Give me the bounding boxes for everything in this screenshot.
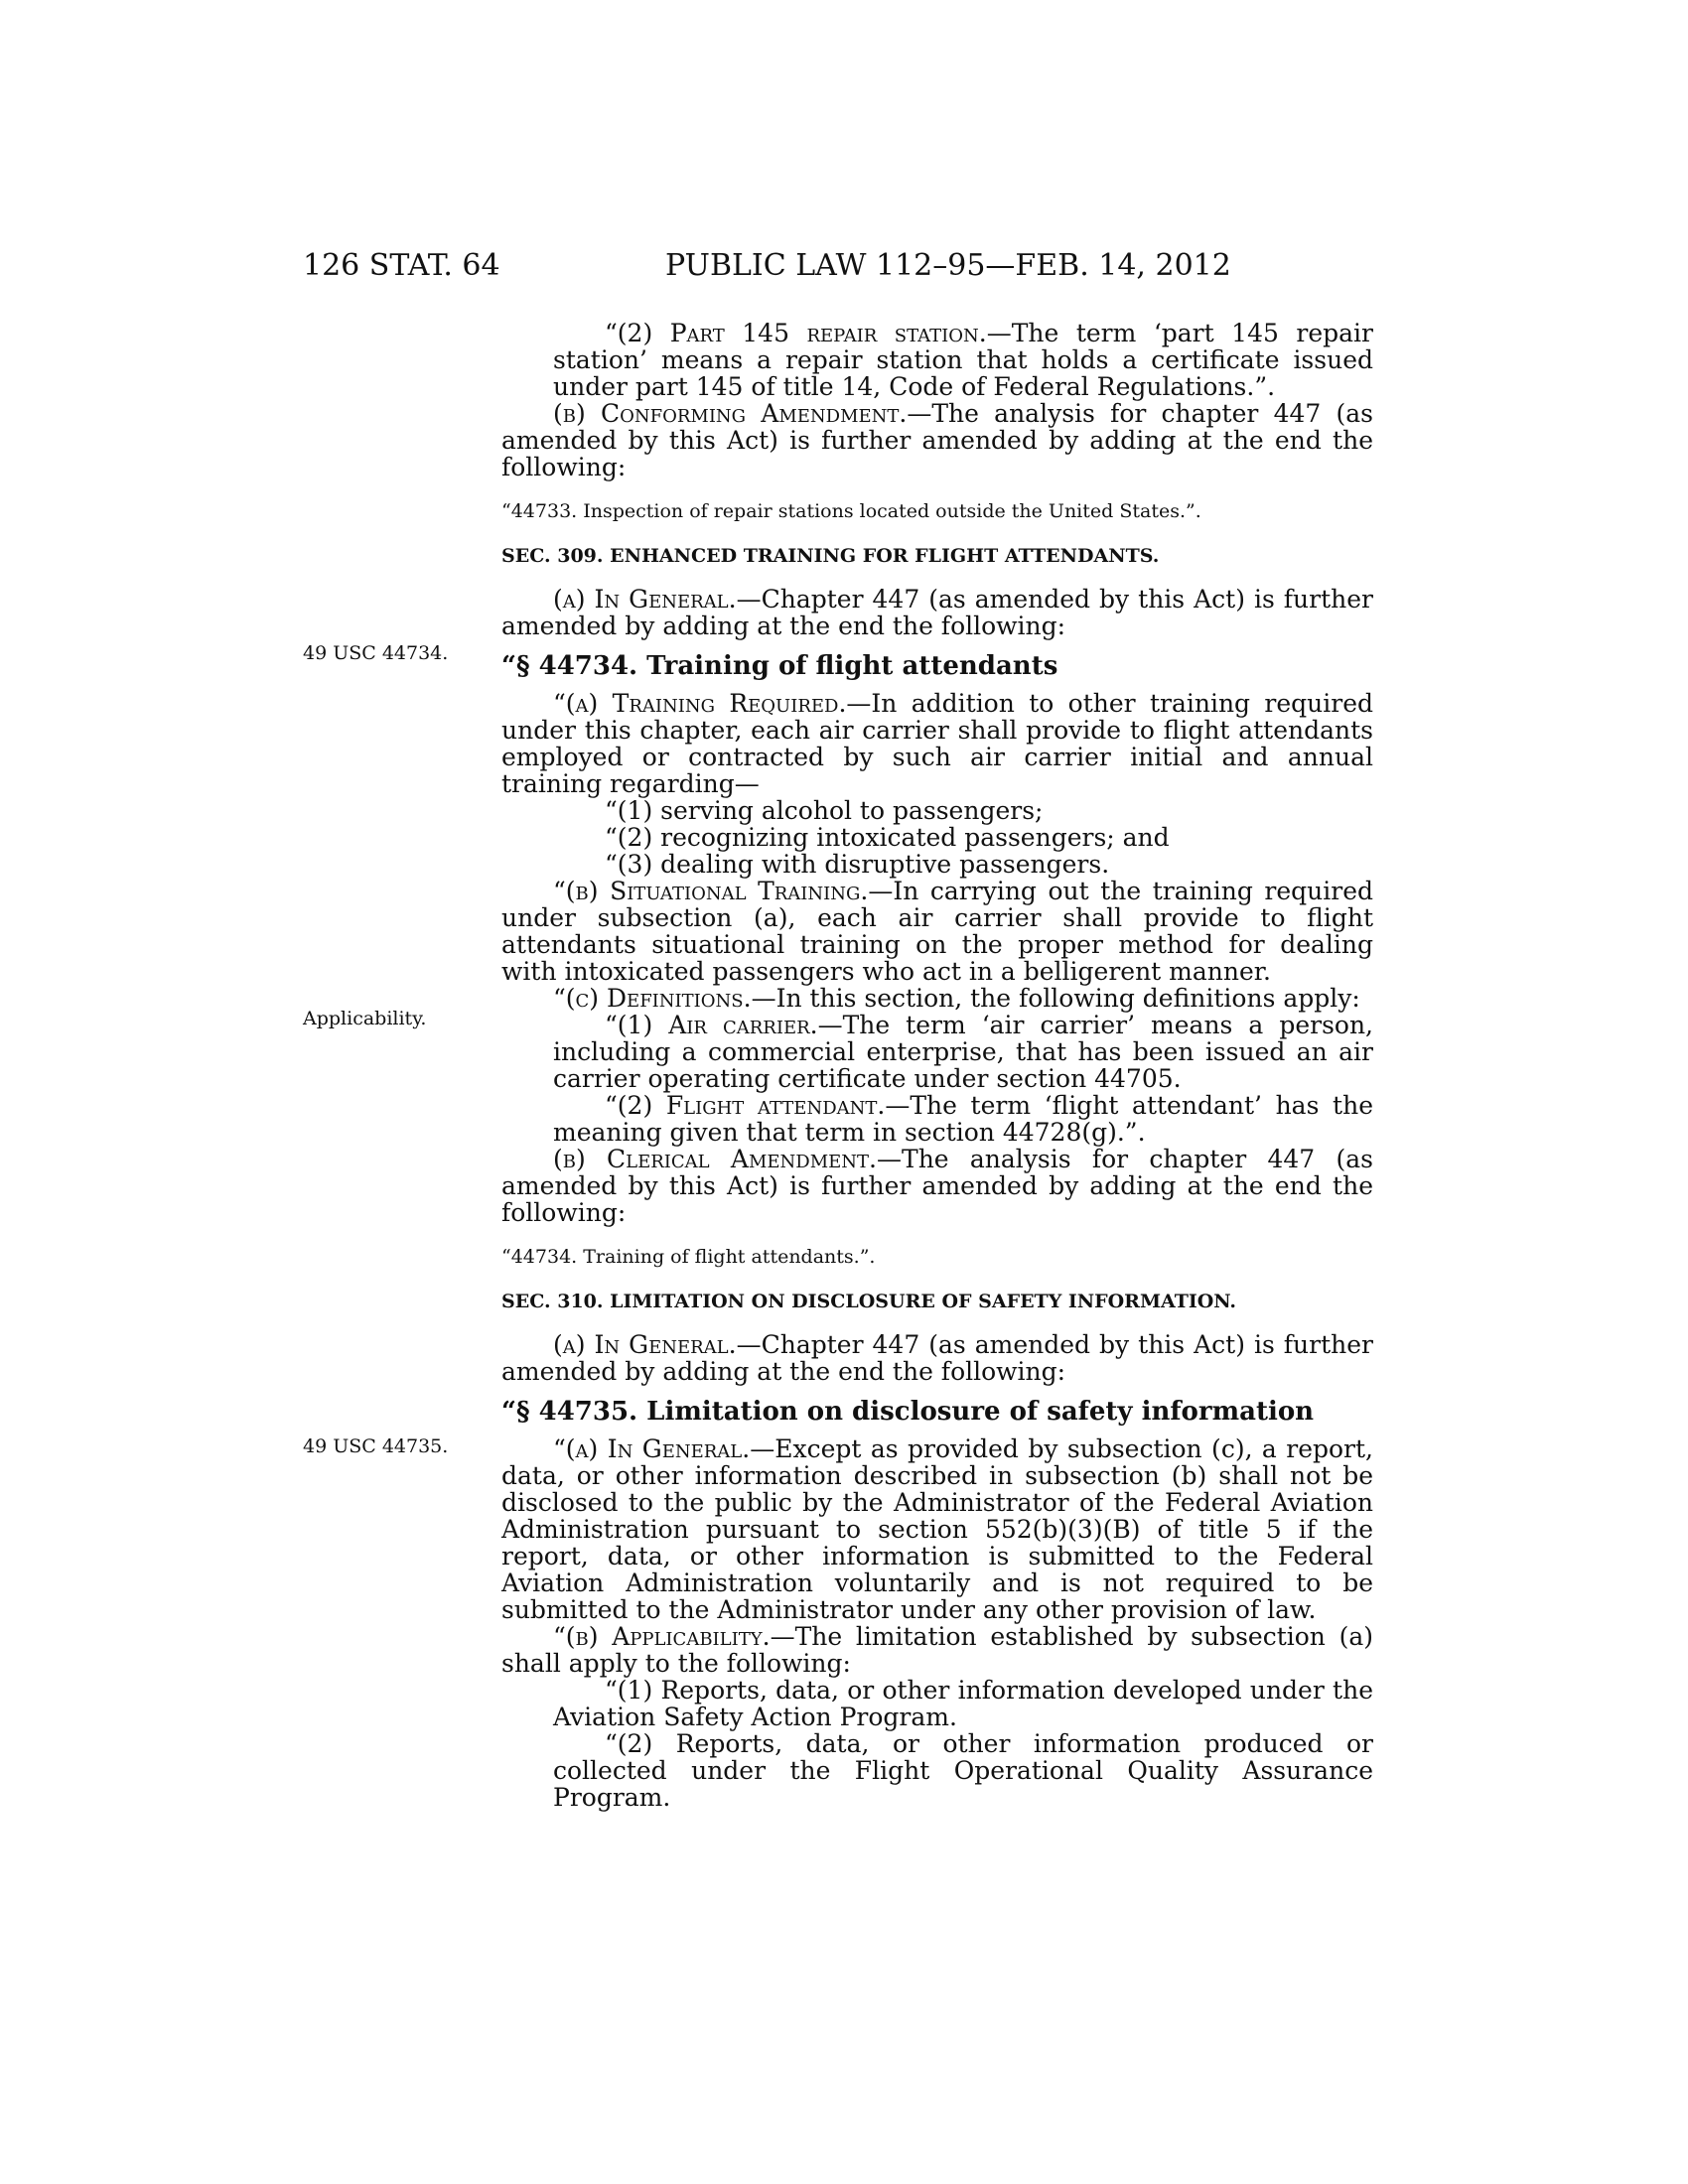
paragraph-heading: “(1) Air carrier.	[605, 1011, 818, 1039]
list-item-1: “(1) serving alcohol to passengers;	[605, 796, 1044, 825]
paragraph-heading: “(2) Flight attendant.	[605, 1091, 886, 1120]
paragraph-44735-in-general: “(a) In General.—Except as provided by subsection (c), a report, data, or other information described in subsection (b) shall not be disclosed to the public by the Administrator of the Federal Aviation Administration pursuant to section 552(b)(3)(B) of title 5 if the report, data, or other information is submitted to the Federal Aviation Administration voluntarily and is not required to be submitted to the Administrator under any other provision of law.	[501, 1434, 1374, 1624]
paragraph-heading: “(c) Definitions.	[553, 984, 752, 1013]
paragraph-conforming-amendment: (b) Conforming Amendment.—The analysis for chapter 447 (as amended by this Act) is further amended by adding at the end the following:	[501, 399, 1373, 481]
paragraph-part-145-definition: “(2) Part 145 repair station.—The term ‘part 145 repair station’ means a repair station that holds a certificate issued under part 145 of title 14, Code of Federal Regulations.”.	[553, 319, 1374, 401]
margin-note-49-usc-44734: 49 USC 44734.	[303, 642, 449, 664]
margin-note-49-usc-44735: 49 USC 44735.	[303, 1435, 449, 1457]
paragraph-heading: (a) In General.	[553, 1330, 737, 1359]
list-item-3: “(3) dealing with disruptive passengers.	[605, 850, 1110, 879]
paragraph-heading: “(a) Training Required.	[553, 689, 847, 718]
paragraph-heading: “(a) In General.	[553, 1434, 751, 1463]
paragraph-air-carrier-definition: “(1) Air carrier.—The term ‘air carrier’ means a person, including a commercial enterprise, that has been issued an air carrier operating certificate under section 44705.	[553, 1011, 1374, 1093]
paragraph-flight-attendant-definition: “(2) Flight attendant.—The term ‘flight attendant’ has the meaning given that term in section 44728(g).”.	[553, 1091, 1373, 1147]
paragraph-foqa-program: “(2) Reports, data, or other information produced or collected under the Flight Operational Quality Assurance Program.	[553, 1729, 1373, 1812]
paragraph-heading: “(b) Situational Training.	[553, 877, 869, 905]
paragraph-310-in-general: (a) In General.—Chapter 447 (as amended by this Act) is further amended by adding at the end the following:	[501, 1330, 1374, 1386]
main-text-column	[501, 320, 1373, 1811]
section-title-44735: “§ 44735. Limitation on disclosure of safety information	[501, 1397, 1315, 1427]
paragraph-heading: (b) Clerical Amendment.	[553, 1145, 878, 1173]
paragraph-applicability: “(b) Applicability.—The limitation established by subsection (a) shall apply to the following:	[501, 1622, 1373, 1678]
paragraph-heading: (a) In General.	[553, 585, 737, 614]
page-stat-citation: 126 STAT. 64	[303, 248, 500, 283]
section-title-44734: “§ 44734. Training of flight attendants	[501, 651, 1058, 681]
paragraph-heading: “(b) Applicability.	[553, 1622, 771, 1651]
paragraph-heading: (b) Conforming Amendment.	[553, 399, 908, 428]
margin-note-applicability: Applicability.	[303, 1008, 427, 1029]
paragraph-heading: “(2) Part 145 repair station.	[605, 319, 987, 347]
paragraph-clerical-amendment: (b) Clerical Amendment.—The analysis for chapter 447 (as amended by this Act) is further amended by adding at the end the following:	[501, 1145, 1373, 1227]
paragraph-situational-training: “(b) Situational Training.—In carrying out the training required under subsection (a), each air carrier shall provide to flight attendants situational training on the proper method for dealing with intoxicated passengers who act in a belligerent manner.	[501, 877, 1373, 986]
page-running-head: PUBLIC LAW 112–95—FEB. 14, 2012	[665, 248, 1231, 283]
paragraph-definitions: “(c) Definitions.—In this section, the following definitions apply:	[553, 984, 1360, 1013]
analysis-entry-44734: “44734. Training of flight attendants.”.	[501, 1246, 876, 1268]
paragraph-309-in-general: (a) In General.—Chapter 447 (as amended by this Act) is further amended by adding at the end the following:	[501, 585, 1374, 640]
section-heading-309: SEC. 309. ENHANCED TRAINING FOR FLIGHT ATTENDANTS.	[501, 545, 1160, 567]
analysis-entry-44733: “44733. Inspection of repair stations located outside the United States.”.	[501, 500, 1201, 522]
paragraph-training-required: “(a) Training Required.—In addition to other training required under this chapter, each air carrier shall provide to flight attendants employed or contracted by such air carrier initial and annual training regarding—	[501, 689, 1373, 798]
list-item-2: “(2) recognizing intoxicated passengers; and	[605, 823, 1170, 852]
paragraph-aviation-safety-action-program: “(1) Reports, data, or other information developed under the Aviation Safety Action Program.	[553, 1676, 1373, 1731]
section-heading-310: SEC. 310. LIMITATION ON DISCLOSURE OF SAFETY INFORMATION.	[501, 1291, 1237, 1312]
